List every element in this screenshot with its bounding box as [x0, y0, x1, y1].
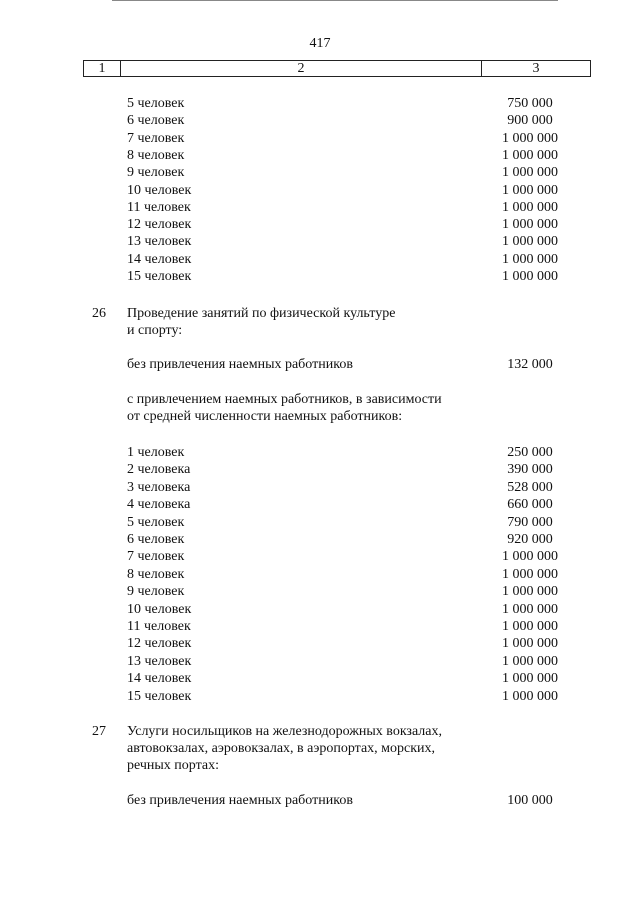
row-value: 1 000 000 — [502, 619, 558, 634]
row-value: 1 000 000 — [502, 584, 558, 600]
table-row — [0, 583, 640, 600]
row-value: 1 000 000 — [502, 130, 558, 146]
row-label: 10 человек — [127, 601, 192, 617]
table-row — [0, 216, 640, 233]
column-header-table — [83, 60, 591, 77]
row-value: 1 000 000 — [502, 269, 558, 284]
item-title: Проведение занятий по физической культуре — [127, 306, 396, 321]
table-row — [0, 514, 640, 531]
row-label: без привлечения наемных работников — [127, 793, 353, 808]
table-row — [0, 688, 640, 705]
item-number: 27 — [92, 724, 106, 739]
row-value: 1 000 000 — [502, 636, 558, 652]
row-value: 1 000 000 — [502, 566, 558, 582]
row-label: 11 человек — [127, 619, 191, 634]
table-row — [0, 566, 640, 583]
item-26-hired-row-1 — [0, 391, 640, 408]
table-row — [0, 182, 640, 199]
column-header-1: 1 — [84, 61, 121, 76]
row-value: 660 000 — [507, 497, 553, 513]
row-value: 1 000 000 — [502, 549, 558, 565]
row-label: 15 человек — [127, 269, 192, 284]
row-label: 9 человек — [127, 165, 185, 181]
table-row — [0, 479, 640, 496]
row-label: 13 человек — [127, 234, 192, 250]
row-value: 1 000 000 — [502, 234, 558, 250]
row-value: 1 000 000 — [502, 217, 558, 233]
row-value: 250 000 — [507, 445, 553, 460]
row-value: 1 000 000 — [502, 147, 558, 163]
row-value: 1 000 000 — [502, 688, 558, 704]
table-row — [0, 164, 640, 181]
table-row — [0, 601, 640, 618]
row-label: 7 человек — [127, 130, 185, 146]
row-value: 1 000 000 — [502, 601, 558, 617]
row-label: 8 человек — [127, 566, 185, 582]
row-label: 6 человек — [127, 532, 185, 547]
row-value: 528 000 — [507, 479, 553, 495]
table-row — [0, 531, 640, 548]
row-value: 790 000 — [507, 514, 553, 530]
row-label: 3 человека — [127, 479, 191, 495]
table-row — [0, 496, 640, 513]
item-26-title-row-1 — [0, 305, 640, 322]
row-label: 11 человек — [127, 199, 191, 215]
table-row — [0, 251, 640, 268]
table-row — [0, 268, 640, 285]
row-label: 10 человек — [127, 182, 192, 198]
item-title: автовокзалах, аэровокзалах, в аэропортах, морских, — [127, 741, 436, 756]
row-value: 920 000 — [507, 532, 553, 547]
row-label: 8 человек — [127, 147, 185, 163]
item-title: Услуги носильщиков на железнодорожных вокзалах, — [127, 724, 442, 739]
row-value: 1 000 000 — [502, 671, 558, 687]
item-27-title-row-1 — [0, 723, 640, 740]
row-value: 900 000 — [507, 113, 553, 129]
table-row — [0, 670, 640, 687]
row-value: 390 000 — [507, 462, 553, 478]
item-title: и спорту: — [127, 323, 183, 338]
table-row — [0, 112, 640, 129]
row-label: 14 человек — [127, 251, 192, 267]
table-row — [0, 130, 640, 147]
row-label: 2 человека — [127, 462, 191, 478]
item-27-title-row-2 — [0, 740, 640, 757]
row-label: 15 человек — [127, 688, 192, 704]
row-value: 750 000 — [507, 96, 553, 111]
row-label: 1 человек — [127, 445, 185, 460]
row-label: 12 человек — [127, 217, 192, 233]
row-value: 132 000 — [507, 357, 553, 372]
table-row — [0, 635, 640, 652]
row-label: от средней численности наемных работников: — [127, 409, 403, 424]
row-label: 12 человек — [127, 636, 192, 652]
row-label: без привлечения наемных работников — [127, 357, 353, 372]
row-value: 100 000 — [507, 793, 553, 808]
table-row — [0, 95, 640, 112]
row-label: 5 человек — [127, 96, 185, 111]
item-27-title-row-3 — [0, 757, 640, 774]
table-row — [0, 233, 640, 250]
row-value: 1 000 000 — [502, 251, 558, 267]
page-number: 417 — [309, 36, 331, 51]
item-26-no-hired-row — [0, 356, 640, 373]
table-row — [0, 199, 640, 216]
table-row — [0, 548, 640, 565]
top-rule — [112, 0, 558, 1]
row-label: 6 человек — [127, 113, 185, 129]
row-value: 1 000 000 — [502, 199, 558, 215]
row-value: 1 000 000 — [502, 182, 558, 198]
row-label: с привлечением наемных работников, в зависимости — [127, 392, 442, 407]
table-row — [0, 147, 640, 164]
table-row — [0, 618, 640, 635]
row-label: 9 человек — [127, 584, 185, 600]
column-header-3: 3 — [532, 61, 540, 76]
row-label: 4 человека — [127, 497, 191, 513]
column-header-2: 2 — [121, 61, 482, 76]
item-number: 26 — [92, 306, 106, 321]
item-26-hired-row-2 — [0, 408, 640, 425]
table-row — [0, 461, 640, 478]
row-label: 7 человек — [127, 549, 185, 565]
row-label: 14 человек — [127, 671, 192, 687]
row-value: 1 000 000 — [502, 653, 558, 669]
row-label: 13 человек — [127, 653, 192, 669]
table-row — [0, 653, 640, 670]
row-value: 1 000 000 — [502, 165, 558, 181]
table-row — [0, 444, 640, 461]
item-title: речных портах: — [127, 758, 220, 773]
item-27-no-hired-row — [0, 792, 640, 809]
row-label: 5 человек — [127, 514, 185, 530]
item-26-title-row-2 — [0, 322, 640, 339]
